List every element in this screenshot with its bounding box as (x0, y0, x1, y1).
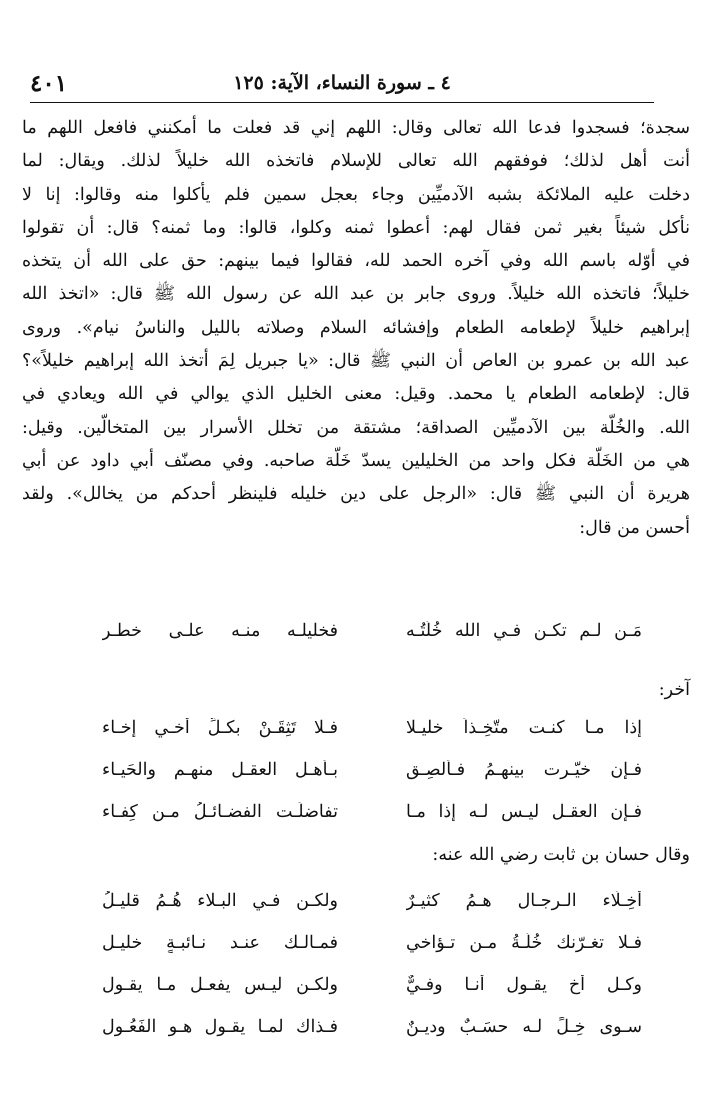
text-line: الله. والخُلّة بين الآدميِّين الصداقة؛ مشتقة من تخلل الأسرار بين المتخالّين. وقيل: (22, 417, 690, 438)
verse-first-hemistich: وكـل أخٍ يقـول أنـا وفـيٌّ (406, 975, 642, 995)
poem-2 (22, 712, 690, 838)
text-line: خليلاً؛ فاتخذه الله خليلاً. وروى جابر بن عبد الله عن رسول الله ﷺ قال: «اتخذ الله (22, 284, 690, 305)
text-line: أنت أهل لذلك؛ فوفقهم الله تعالى للإسلام فاتخذه الله خليلاً لذلك. ويقال: لما (22, 151, 690, 172)
verse-second-hemistich: ولكـن فـي البـلاء هُـمُ قليـلُ (102, 891, 338, 911)
poem-1 (22, 615, 690, 657)
text-line: هريرة أن النبي ﷺ قال: «الرجل على دين خليله فلينظر أحدكم من يخالل». ولقد (22, 484, 690, 505)
page-header (30, 62, 654, 103)
verse-second-hemistich: فمـالـك عنـد نـائبـةٍ خليـل (102, 933, 338, 953)
text-line: إبراهيم خليلاً لإطعامه الطعام وإفشائه السلام وصلاته بالليل والناسُ نيام». وروى (22, 317, 690, 338)
text-line: نأكل شيئاً بغير ثمن فقال لهم: أعطوا ثمنه وكلوا، قالوا: وما ثمنه؟ قال: أن تقولوا (22, 217, 690, 238)
verse-couplet (22, 615, 690, 657)
verse-second-hemistich: فـذاك لمـا يقـول هـو الفَعُـول (102, 1017, 338, 1037)
text-line: عبد الله بن عمرو بن العاص أن النبي ﷺ قال: «يا جبريل لِمَ أتخذ الله إبراهيم خليلاً»؟ (22, 351, 690, 372)
verse-second-hemistich: فخليلـه منـه علـى خطـر (102, 621, 338, 641)
text-line: في أوّله باسم الله وفي آخره الحمد لله، فقالوا فيما بينهم: حق على الله أن يتخذه (22, 251, 690, 272)
verse-first-hemistich: إذا مـا كنـت متّخِـذاً خليـلا (406, 718, 642, 738)
verse-first-hemistich: مَـن لـم تكـن فـي الله خُلّتُـه (406, 621, 642, 641)
verse-second-hemistich: فـلا تَثِقَـنْ بكـلِّ أخـي إخـاء (102, 718, 338, 738)
verse-second-hemistich: ولكـن ليـس يفعـل مـا يقـول (102, 975, 338, 995)
verse-couplet (22, 927, 690, 969)
text-line: دخلت عليه الملائكة بشبه الآدميِّين وجاء بعجل سمين فلم يأكلوا منه وقالوا: إنا لا (22, 184, 690, 205)
verse-couplet (22, 969, 690, 1011)
text-line: أحسن من قال: (579, 517, 690, 538)
verse-second-hemistich: تفاضلَـت الفضـائـلُ مـن كِفـاء (102, 802, 338, 822)
verse-first-hemistich: فـإن العقـل ليـس لـه إذا مـا (406, 802, 642, 822)
text-line: قال: لإطعامه الطعام يا محمد. وقيل: معنى الخليل الذي يوالي في الله ويعادي في (22, 384, 690, 405)
verse-couplet (22, 1011, 690, 1053)
text-line: سجدة؛ فسجدوا فدعا الله تعالى وقال: اللهم إني قد فعلت ما أمكنني فافعل اللهم ما (22, 118, 690, 138)
running-title: ٤ ـ سورة النساء، الآية: ١٢٥ (233, 72, 451, 94)
body-text (22, 112, 690, 545)
verse-first-hemistich: أخِـلّاء الـرجـال هـمُ كثيـرٌ (406, 891, 642, 911)
verse-couplet (22, 796, 690, 838)
label-other: آخر: (658, 680, 690, 700)
verse-couplet (22, 754, 690, 796)
page-number: ٤٠١ (30, 70, 68, 97)
verse-second-hemistich: بـأهـل العقـل منهـم والحَيـاء (102, 760, 338, 780)
label-hassan: وقال حسان بن ثابت رضي الله عنه: (432, 845, 690, 865)
verse-first-hemistich: فـإن خيّـرت بينهـمُ فـألصِـق (406, 760, 642, 780)
poem-3 (22, 885, 690, 1053)
verse-couplet (22, 712, 690, 754)
verse-first-hemistich: فـلا تغـرّنك خُلّـةُ مـن تـؤاخي (406, 933, 642, 953)
text-line: هي من الخَلّة فكل واحد من الخليلين يسدّ خَلّة صاحبه. وفي مصنّف أبي داود عن أبي (22, 450, 690, 471)
verse-first-hemistich: سـوى خِـلٍّ لـه حسَـبٌ وديـنٌ (406, 1017, 642, 1037)
verse-couplet (22, 885, 690, 927)
